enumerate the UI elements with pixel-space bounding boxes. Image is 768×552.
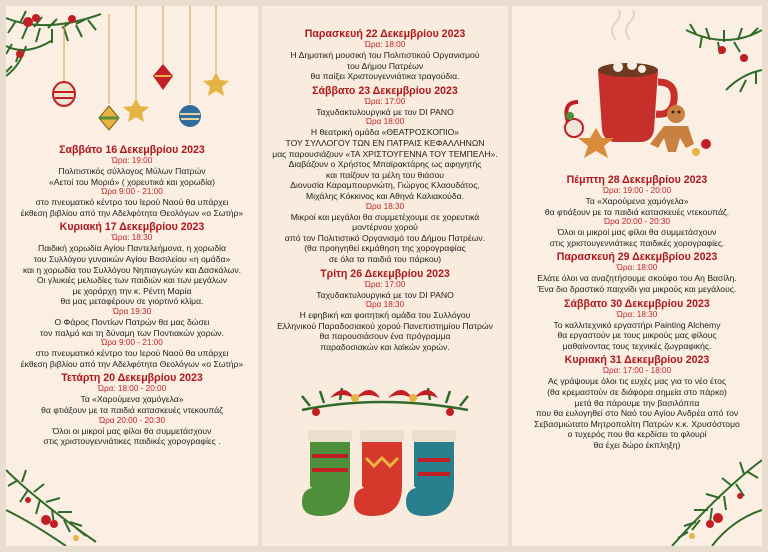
event-date-heading: Σάββατο 30 Δεκεμβρίου 2023 [564, 297, 710, 310]
event-date-heading: Κυριακή 17 Δεκεμβρίου 2023 [59, 221, 205, 234]
event-description: Η Δημοτική μουσική του Πολιτιστικού Οργανισμού [290, 50, 480, 60]
event-description: Διαβάζουν ο Χρήστος Μπαϊρακτάρης ως αφηγητής [288, 159, 482, 170]
cocoa-cookies-illustration [546, 10, 762, 172]
event-description: θα παρουσιάσουν ένα πρόγραμμα [319, 331, 451, 342]
event-time: Ώρα 9:00 - 21:00 [101, 338, 163, 348]
event-description: Τα «Χαρούμενα χαμόγελα» [80, 394, 184, 405]
event-time: Ώρα 20:00 - 20:30 [603, 217, 671, 227]
event-date-heading: Σάββατο 23 Δεκεμβρίου 2023 [312, 84, 458, 97]
event-description: Ταχυδακτυλουργικά με τον DI PANO [316, 106, 454, 117]
event-description: (θα κρεμαστούν σε διάφορα σημεία στο πάρκο) [547, 386, 727, 397]
event-description: Παιδική χορωδία Αγίου Παντελεήμονα, η χορωδία [38, 243, 226, 254]
event-description: Η θεατρική ομάδα «ΘΕΑΤΡΟΣΚΟΠΙΟ» [310, 127, 460, 138]
event-time: Ώρα: 18:30 [111, 233, 153, 243]
event-description: μετά θα πάρουμε την βασιλόπιτα [574, 397, 700, 408]
event-description: Ελληνικού Παραδοσιακού χορού Πανεπιστημίου Πατρών [277, 320, 493, 331]
event-time: Ώρα: 19:00 - 20:00 [602, 186, 672, 195]
event-time: Ώρα: 18:00 [364, 40, 406, 49]
event-description: στο πνευματικό κέντρο του Ιερού Ναού θα υπάρχει [35, 197, 229, 208]
event-time: Ώρα 18:00 [365, 117, 405, 127]
event-time: Ώρα: 18:00 - 20:00 [97, 384, 167, 394]
event-time: Ώρα 18:30 [365, 201, 405, 211]
event-date-heading: Πέμπτη 28 Δεκεμβρίου 2023 [566, 174, 708, 186]
event-description: Το καλλιτεχνικό εργαστήρι Painting Alchemy [553, 319, 721, 330]
event-description: Διονυσία Καραμπουρνιώτη, Γιώργος Κλαουδάτος, [290, 180, 480, 191]
event-time: Ώρα 19:30 [112, 306, 152, 316]
event-description: θα παίξει Χριστουγεννιάτικα τραγούδια. [310, 71, 460, 82]
event-description: Σεβασμιώτατο Μητροπολίτη Πατρών κ.κ. Χρυσόστομο [534, 418, 740, 429]
event-description: Όλοι οι μικροί μας φίλοι θα συμμετάσχουν [52, 425, 212, 436]
event-description: Ένα διο δραστικό παιχνίδι για μικρούς και μεγάλους. [537, 283, 737, 294]
event-description: έκθεση βιβλίου από την Αδελφότητα Θεολόγων «ο Σωτήρ» [20, 358, 244, 369]
event-description: Ο Φάρος Ποντίων Πατρών θα μας δώσει [54, 316, 210, 327]
event-description: στις χριστουγεννιάτικες παιδικές χορογραφίες . [43, 436, 221, 447]
event-time: Ώρα: 18:00 [616, 263, 658, 273]
event-description: μαθαίνοντας τους τεχνικές ζωγραφικής. [562, 340, 712, 351]
event-time: Ώρα: 17:00 [364, 96, 406, 106]
event-date-heading: Κυριακή 31 Δεκεμβρίου 2023 [564, 354, 710, 367]
event-description: Μικροί και μεγάλοι θα συμμετέχουμε σε χορευτικά [290, 211, 480, 222]
event-description: και η χορωδία του Συλλόγου Νηπιαγωγών και Δασκάλων. [22, 264, 242, 275]
event-description: θα εργαστούν με τους μικρούς μας φίλους [557, 330, 717, 341]
event-description: μας παρουσιάζουν «ΤΑ ΧΡΙΣΤΟΥΓΕΝΝΑ ΤΟΥ ΤΕΜΠΕΛΗ». [272, 148, 498, 159]
event-description: από τον Πολιτιστικό Οργανισμό του Δήμου Πατρέων. [284, 232, 486, 243]
event-description: (θα προηγηθεί εκμάθηση της χορογραφίας [304, 243, 466, 254]
event-description: Όλοι οι μικροί μας φίλοι θα συμμετάσχουν [557, 227, 717, 238]
schedule-column-right [514, 171, 760, 451]
event-time: Ώρα: 17:00 - 18:00 [602, 366, 672, 376]
pine-branch-bottom-left [6, 450, 116, 546]
event-description: θα έχει δώρο έκπληξη) [593, 439, 681, 450]
event-description: παραδοσιακών και λαϊκών χορών. [320, 341, 450, 352]
event-date-heading: Παρασκευή 22 Δεκεμβρίου 2023 [304, 28, 466, 40]
event-description: Ας γράψουμε όλοι τις ευχές μας για το νέο έτος [547, 376, 727, 387]
event-description: Τα «Χαρούμενα χαμόγελα» [585, 196, 689, 206]
event-description: Ελάτε όλοι να αναζητήσουμε σκούφο του Αη Βασίλη. [537, 273, 737, 284]
event-description: Η εφηβική και φοιτητική ομάδα του Συλλόγου [299, 310, 471, 321]
event-description: θα φτιάξουν με τα παιδιά κατασκευές ντεκουπάζ. [544, 206, 730, 217]
event-description: του Συλλόγου γυναικών Αγίου Βασιλείου «η ομάδα» [33, 253, 231, 264]
event-description: τον παλμό και τη δύναμη των Ποντιακών χορών. [40, 327, 224, 338]
event-time: Ώρα: 19:00 [111, 156, 153, 165]
event-description: στις χριστουγεννιάτικες παιδικές χορογραφίες. [549, 237, 725, 248]
event-date-heading: Σαββάτο 16 Δεκεμβρίου 2023 [59, 144, 205, 156]
event-time: Ώρα 18:30 [365, 300, 405, 310]
event-time: Ώρα 9:00 - 21:00 [101, 187, 163, 197]
event-description: Μιχάλης Κόκκινος και Αθηνά Καλιακούδα. [306, 190, 464, 201]
event-description: ΤΟΥ ΣΥΛΛΟΓΟΥ ΤΩΝ ΕΝ ΠΑΤΡΑΙΣ ΚΕΦΑΛΛΗΝΩΝ [285, 137, 485, 148]
event-description: στο πνευματικό κέντρο του Ιερού Ναού θα υπάρχει [35, 348, 229, 359]
event-description: Ταχυδακτυλουργικά με τον DI PANO [316, 289, 454, 300]
event-date-heading: Τετάρτη 20 Δεκεμβρίου 2023 [61, 372, 203, 385]
event-description: σε όλα τα παιδιά του πάρκου) [328, 253, 442, 264]
schedule-column-middle [264, 25, 506, 352]
event-description: έκθεση βιβλίου από την Αδελφότητα Θεολόγων «ο Σωτήρ» [20, 207, 244, 218]
event-time: Ώρα: 18:30 [616, 309, 658, 319]
event-date-heading: Παρασκευή 29 Δεκεμβρίου 2023 [556, 251, 718, 264]
event-description: που θα ευλογηθεί στο Ναό του Αγίου Ανδρέα από τον [535, 408, 739, 419]
pine-branch-bottom-right [652, 440, 762, 546]
event-description: θα μας μεταφέρουν σε γιορτινό κλίμα. [60, 296, 204, 307]
event-date-heading: Τρίτη 26 Δεκεμβρίου 2023 [320, 267, 450, 280]
event-description: ο τυχερός που θα κερδίσει το φλουρί [567, 429, 707, 440]
event-description: Πολιτιστικός σύλλογος Μύλων Πατρών [58, 166, 206, 176]
event-description: μοντέρνου χορού [352, 222, 418, 233]
event-description: με χοράρχη την κ. Ρέντη Μαρία [72, 285, 192, 296]
event-description: του Δήμου Πατρέων [346, 60, 424, 71]
event-description: Οι γλυκιές μελωδίες των παιδιών και των μεγάλων [36, 275, 228, 286]
event-description: και παίζουν τα μέλη του θιάσου [326, 169, 444, 180]
event-description: θα φτιάξουν με τα παιδιά κατασκευές ντεκουπάζ [41, 404, 223, 415]
pine-ornaments-illustration [6, 6, 246, 146]
event-time: Ώρα 20:00 - 20:30 [98, 415, 166, 425]
event-time: Ώρα: 17:00 [364, 279, 406, 289]
event-description: «Αετοί του Μοριά» ( χορευτικά και χορωδία) [49, 176, 215, 187]
christmas-stockings-illustration [300, 376, 470, 532]
schedule-column-left [8, 141, 256, 447]
